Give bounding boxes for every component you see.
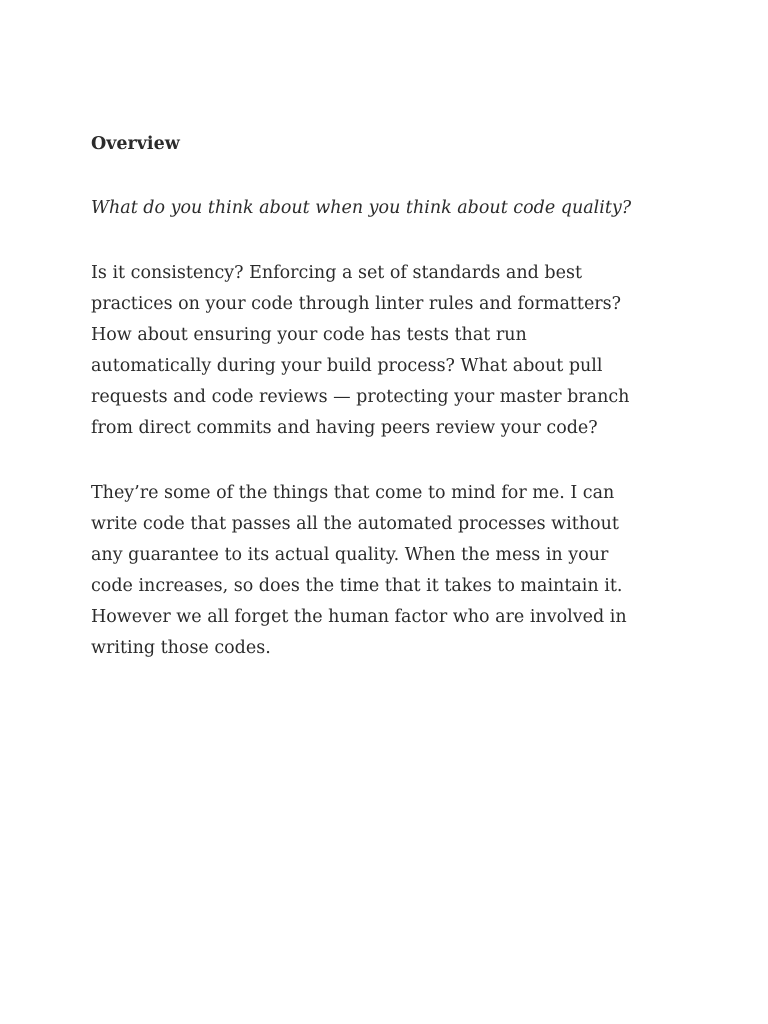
paragraph-line: However we all forget the human factor who are involved in: [91, 607, 627, 627]
section-heading: Overview: [91, 134, 180, 154]
paragraph-2: [91, 478, 691, 664]
paragraph-line: code increases, so does the time that it takes to maintain it.: [91, 576, 623, 596]
paragraph-line: write code that passes all the automated processes without: [91, 514, 619, 534]
article-body: [91, 129, 691, 698]
paragraph-line: Is it consistency? Enforcing a set of standards and best: [91, 263, 582, 283]
paragraph-line: How about ensuring your code has tests that run: [91, 325, 527, 345]
paragraph-line: writing those codes.: [91, 638, 271, 658]
paragraph-line: They’re some of the things that come to mind for me. I can: [91, 483, 615, 503]
paragraph-line: practices on your code through linter rules and formatters?: [91, 294, 622, 314]
paragraph-line: any guarantee to its actual quality. When the mess in your: [91, 545, 609, 565]
paragraph-1: [91, 258, 691, 444]
paragraph-line: automatically during your build process? What about pull: [91, 356, 603, 376]
paragraph-line: requests and code reviews — protecting your master branch: [91, 387, 630, 407]
paragraph-line: from direct commits and having peers review your code?: [91, 418, 598, 438]
lead-question: What do you think about when you think about code quality?: [91, 198, 632, 218]
